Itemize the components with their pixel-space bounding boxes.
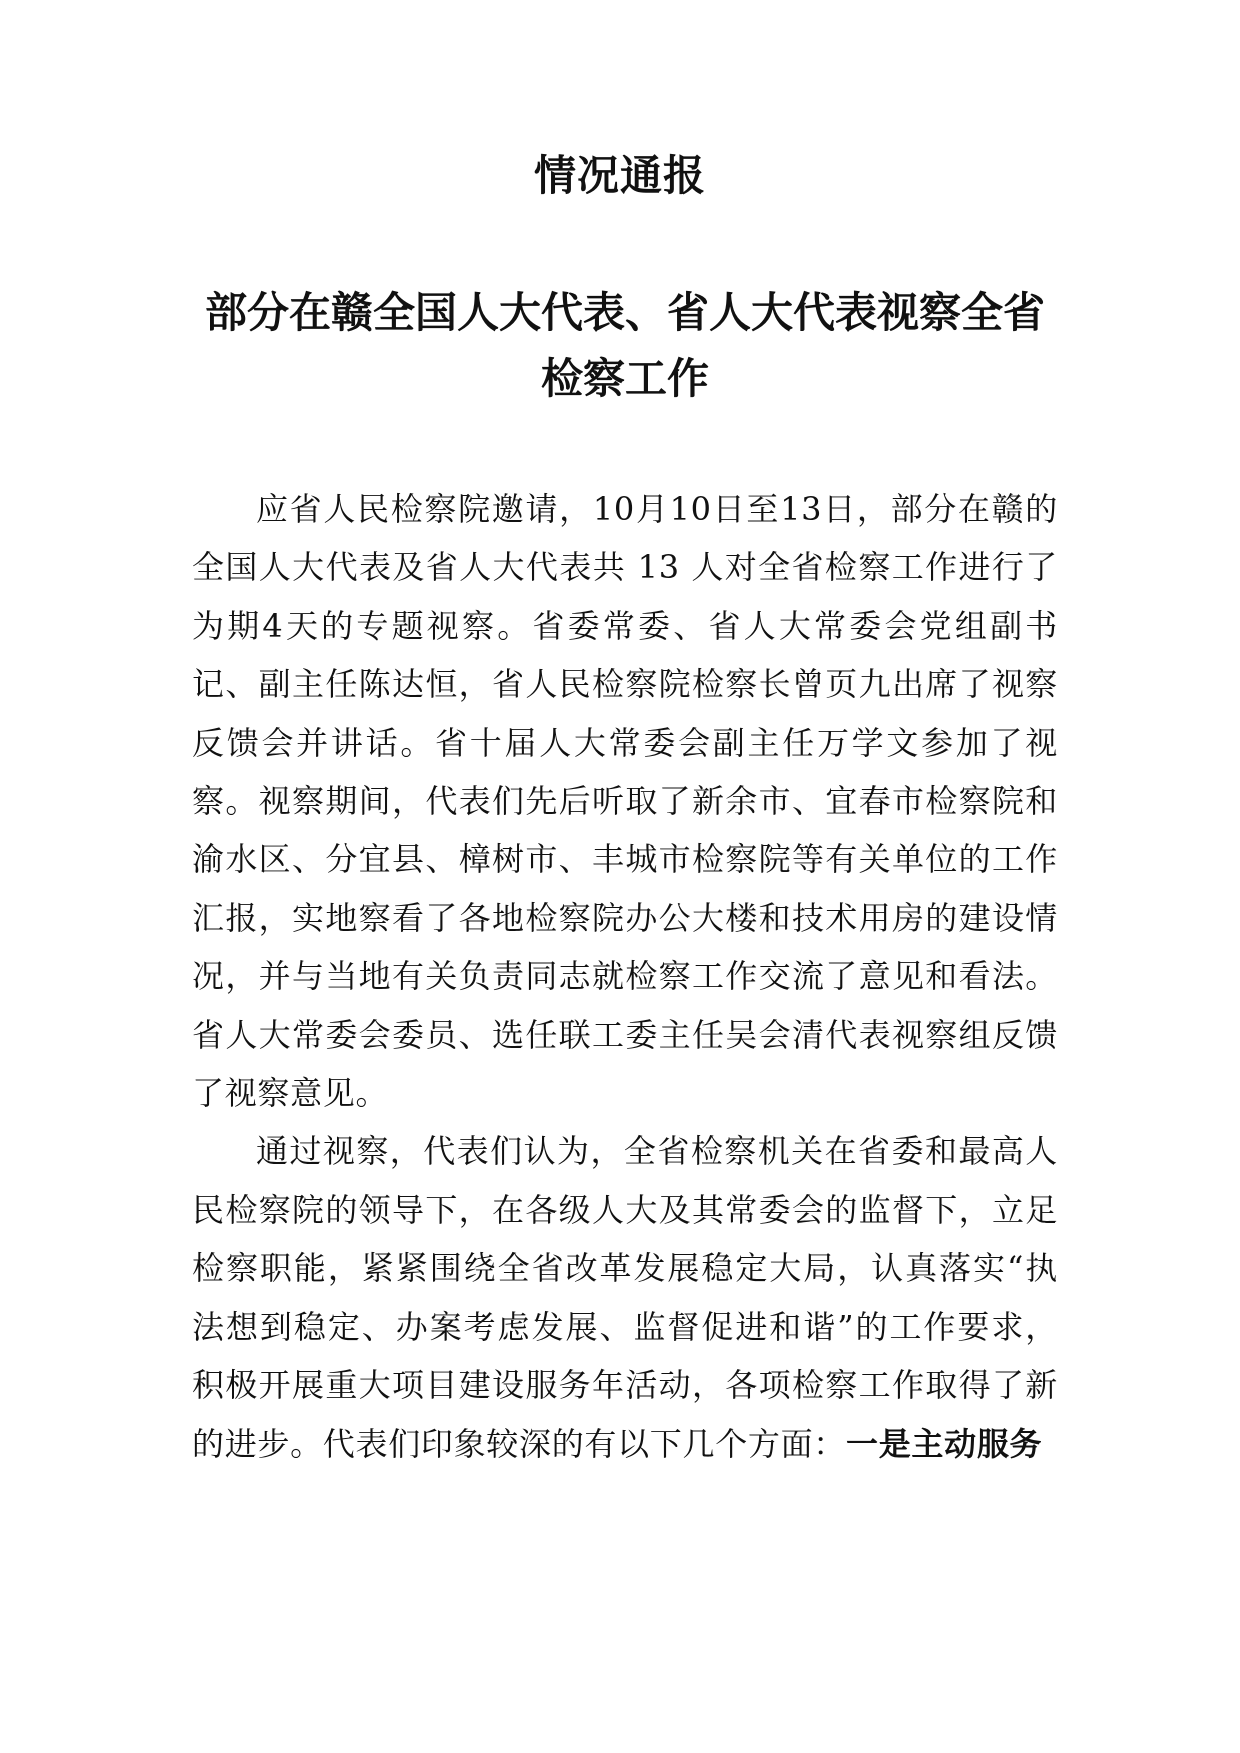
paragraph-1-text: 应省人民检察院邀请，10月10日至13日，部分在赣的全国人大代表及省人大代表共 13 人对全省检察工作进行了为期4天的专题视察。省委常委、省人大常委会党组副书记、副主任陈达恒，省人民检察院检察长曾页九出席了视察反馈会并讲话。省十届人大常委会副主任万学文参加了视察。视察期间，代表们先后听取了新余市、宜春市检察院和渝水区、分宜县、樟树市、丰城市检察院等有关单位的工作汇报，实地察看了各地检察院办公大楼和技术用房的建设情况，并与当地有关负责同志就检察工作交流了意见和看法。省人大常委会委员、选任联工委主任吴会清代表视察组反馈了视察意见。	[192, 490, 1058, 1113]
document-body	[192, 480, 1058, 1473]
main-title: 部分在赣全国人大代表、省人大代表视察全省检察工作	[204, 288, 1045, 403]
paragraph-2	[192, 1122, 1058, 1472]
paragraph-2-emphasis: 一是主动服务	[846, 1424, 1043, 1463]
paragraph-1	[192, 480, 1058, 1122]
paragraph-2-text: 通过视察，代表们认为，全省检察机关在省委和最高人民检察院的领导下，在各级人大及其常委会的监督下，立足检察职能，紧紧围绕全省改革发展稳定大局，认真落实“执法想到稳定、办案考虑发展、监督促进和谐”的工作要求，积极开展重大项目建设服务年活动，各项检察工作取得了新的进步。代表们印象较深的有以下几个方面：	[192, 1132, 1058, 1463]
header-title: 情况通报	[533, 151, 706, 200]
